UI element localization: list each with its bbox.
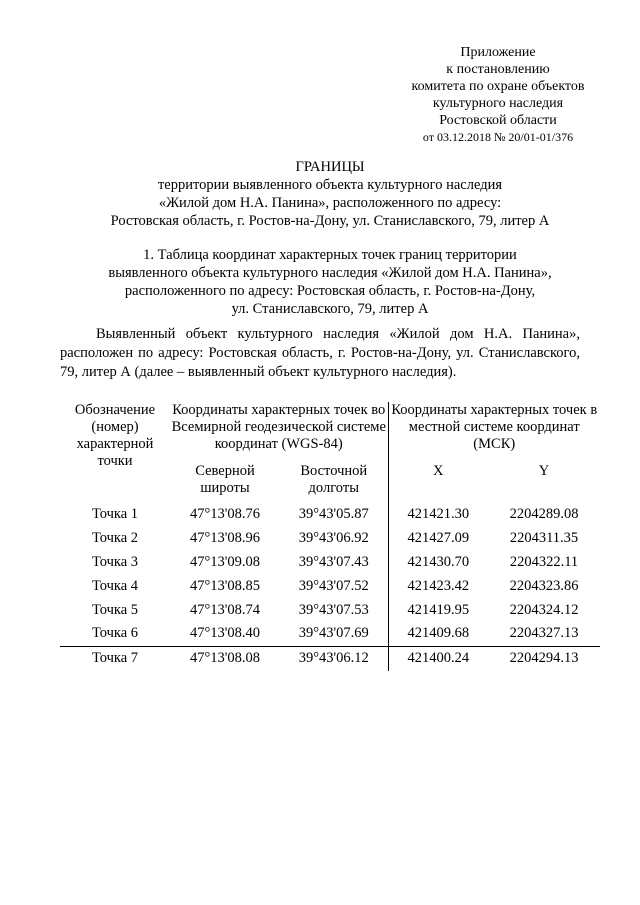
cell-point: Точка 6: [60, 622, 170, 646]
appendix-block: [388, 44, 608, 145]
section-heading: [60, 246, 600, 318]
appendix-line: к постановлению: [446, 62, 550, 77]
cell-point: Точка 3: [91, 553, 139, 570]
header-msk: Координаты характерных точек в местной системе координат (МСК): [388, 402, 600, 463]
cell-north: 47°13'08.85: [189, 577, 261, 594]
cell-east: 39°43'05.87: [298, 506, 369, 523]
cell-x: 421409.68: [388, 622, 488, 646]
section-line: выявленного объекта культурного наследия «Жилой дом Н.А. Панина»,: [108, 265, 552, 281]
cell-point: Точка 7: [91, 650, 139, 667]
header-wgs: Координаты характерных точек во Всемирной геодезической системе координат (WGS-84): [171, 402, 386, 452]
cell-east: 39°43'07.52: [298, 577, 369, 594]
coordinates-table: [60, 402, 600, 671]
appendix-line: Ростовской области: [439, 113, 557, 128]
title-block: [60, 158, 600, 230]
cell-x: 421400.24: [388, 646, 488, 670]
table-row: [60, 503, 600, 527]
cell-y: 2204311.35: [509, 530, 579, 547]
section-line: ул. Станиславского, 79, литер А: [231, 301, 429, 317]
title-line: территории выявленного объекта культурного наследия: [157, 177, 503, 193]
table-row: [60, 646, 600, 670]
cell-y: 2204294.13: [509, 650, 579, 667]
cell-north: 47°13'08.76: [189, 506, 261, 523]
appendix-line: Приложение: [460, 45, 536, 60]
section-line: 1. Таблица координат характерных точек границ территории: [143, 247, 517, 263]
table-row: [60, 527, 600, 551]
document-title: ГРАНИЦЫ: [295, 159, 365, 175]
cell-north: 47°13'08.74: [189, 601, 261, 618]
cell-north: 47°13'08.40: [170, 622, 280, 646]
cell-y: 2204289.08: [509, 506, 579, 523]
table-row: [60, 551, 600, 575]
cell-north: 47°13'09.08: [189, 553, 261, 570]
intro-paragraph: Выявленный объект культурного наследия «Жилой дом Н.А. Панина», расположен по адресу: Ростовская область, г. Ростов-на-Дону, ул. Станиславского, 79, литер А (далее – выявленный объект культурного наследия).: [60, 326, 580, 380]
cell-y: 2204323.86: [509, 577, 579, 594]
table-row: [60, 598, 600, 622]
cell-x: 421421.30: [388, 503, 488, 527]
section-line: расположенного по адресу: Ростовская область, г. Ростов-на-Дону,: [124, 283, 536, 299]
cell-y: 2204322.11: [509, 553, 579, 570]
cell-point: Точка 5: [91, 601, 139, 618]
cell-east: 39°43'07.53: [298, 601, 369, 618]
cell-point: Точка 2: [91, 530, 139, 547]
header-y: Y: [538, 463, 550, 479]
cell-east: 39°43'06.92: [298, 530, 369, 547]
cell-x: 421430.70: [388, 551, 488, 575]
title-line: Ростовская область, г. Ростов-на-Дону, ул. Станиславского, 79, литер А: [110, 213, 550, 229]
appendix-line: комитета по охране объектов: [411, 79, 585, 94]
appendix-date: от 03.12.2018 № 20/01-01/376: [422, 130, 574, 144]
cell-x: 421427.09: [388, 527, 488, 551]
cell-east: 39°43'07.69: [280, 622, 388, 646]
cell-x: 421423.42: [388, 574, 488, 598]
cell-north: 47°13'08.96: [189, 530, 261, 547]
cell-point: Точка 1: [91, 506, 139, 523]
header-x: X: [388, 463, 488, 503]
cell-point: Точка 4: [91, 577, 139, 594]
appendix-line: культурного наследия: [432, 96, 564, 111]
cell-north: 47°13'08.08: [189, 650, 261, 667]
cell-y: 2204327.13: [488, 622, 600, 646]
cell-y: 2204324.12: [509, 601, 579, 618]
cell-x: 421419.95: [388, 598, 488, 622]
cell-east: 39°43'06.12: [298, 650, 369, 667]
header-point: Обозначение (номер) характерной точки: [74, 402, 156, 469]
table-row: [60, 622, 600, 646]
cell-east: 39°43'07.43: [298, 553, 369, 570]
title-line: «Жилой дом Н.А. Панина», расположенного по адресу:: [158, 195, 502, 211]
header-east: Восточной долготы: [300, 463, 368, 496]
header-north: Северной широты: [195, 463, 255, 496]
table-row: [60, 574, 600, 598]
